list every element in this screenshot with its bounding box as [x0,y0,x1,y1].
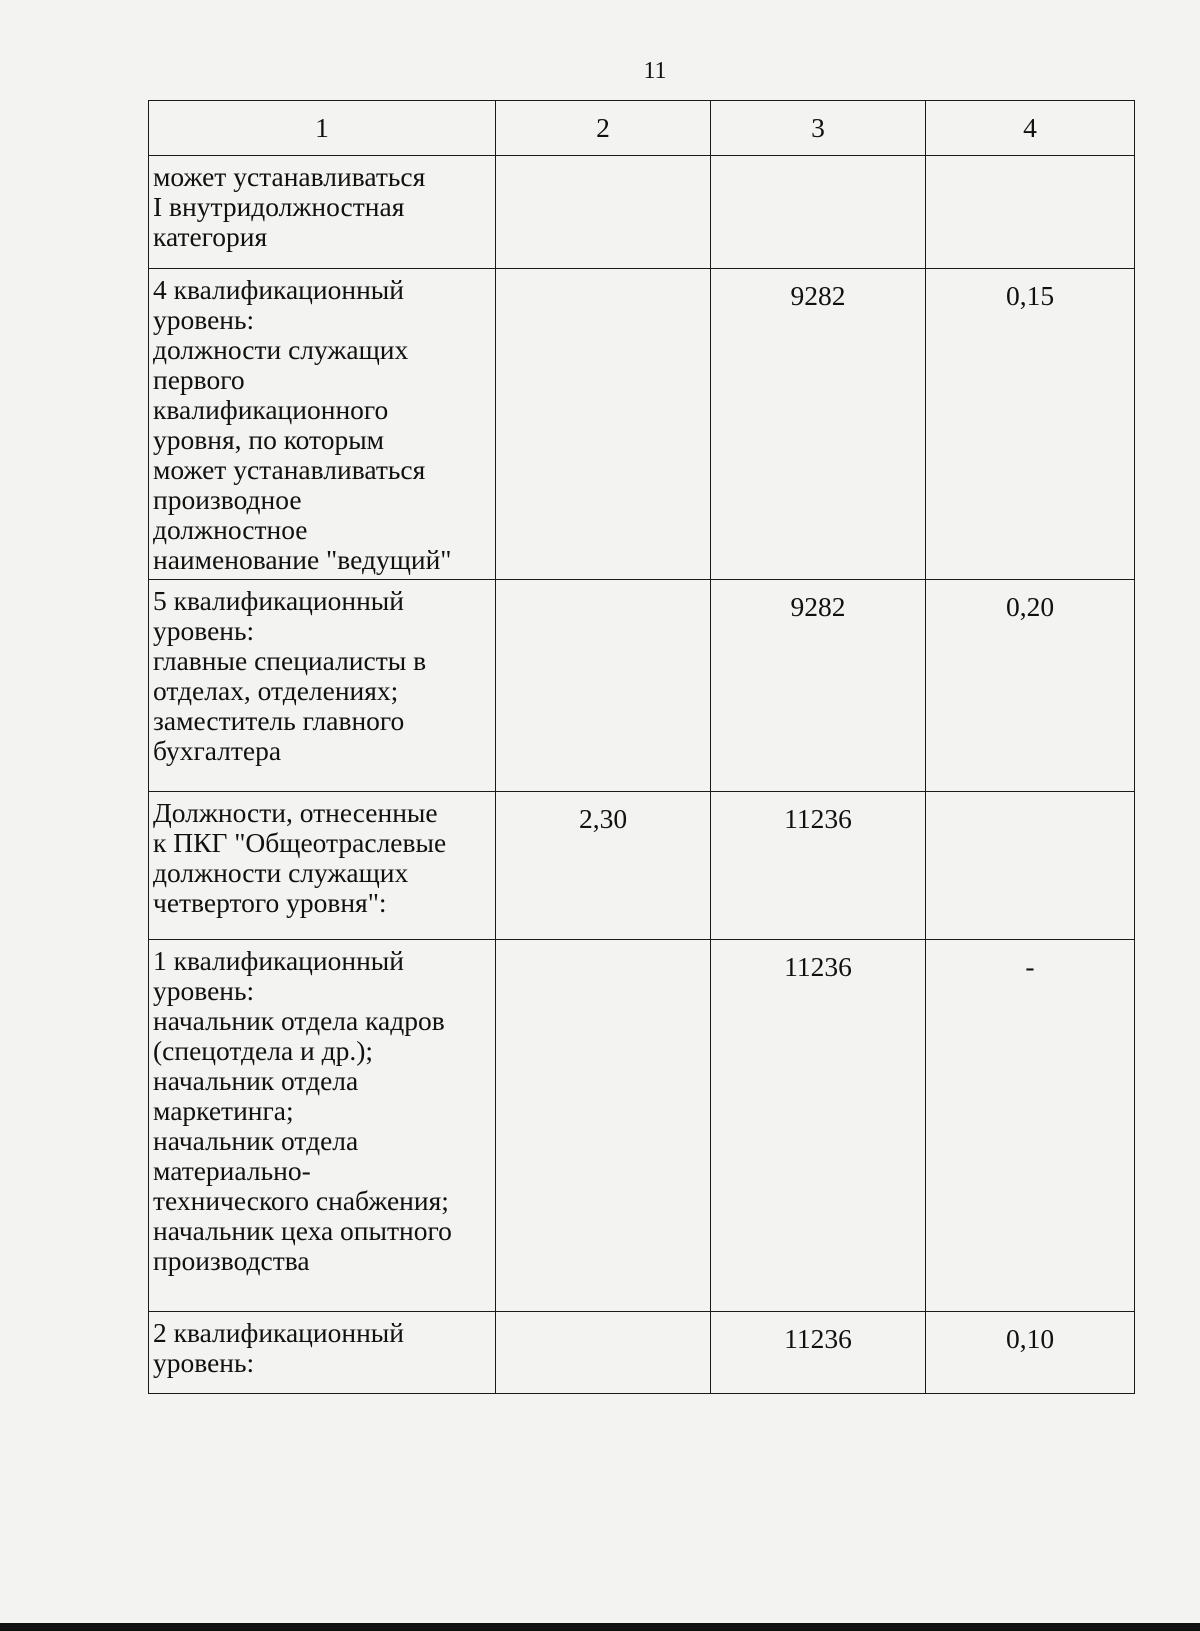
header-cell-4: 4 [926,101,1135,156]
description-line: материально- [153,1155,311,1186]
position-description-cell [149,940,496,1312]
description-line: начальник отдела кадров [153,1005,445,1036]
description-line: может устанавливаться [153,161,426,192]
description-line: должностное [153,514,308,545]
description-line: уровень: [153,615,255,646]
coefficient-cell [496,269,711,580]
coefficient-cell [496,156,711,269]
description-line: категория [153,221,268,252]
salary-cell: 9282 [711,580,926,792]
coefficient-cell [496,580,711,792]
description-line: производное [153,484,302,515]
coefficient-cell [496,1312,711,1394]
increase-coefficient-cell: 0,15 [926,269,1135,580]
description-line: бухгалтера [153,735,282,766]
description-line: 4 квалификационный [153,274,404,305]
salary-cell: 11236 [711,792,926,940]
description-line: уровень: [153,1347,255,1378]
position-description-cell [149,1312,496,1394]
table-header-row [149,101,1135,156]
description-line: должности служащих [153,857,409,888]
page-number: 11 [643,58,667,84]
description-line: начальник отдела [153,1125,359,1156]
table-row [149,792,1135,940]
table-row [149,156,1135,269]
description-line: маркетинга; [153,1095,294,1126]
increase-coefficient-cell: 0,10 [926,1312,1135,1394]
coefficient-cell [496,940,711,1312]
header-cell-2: 2 [496,101,711,156]
description-line: производства [153,1245,310,1276]
increase-coefficient-cell: - [926,940,1135,1312]
description-line: главные специалисты в [153,645,427,676]
salary-cell: 9282 [711,269,926,580]
table-row [149,1312,1135,1394]
description-line: уровень: [153,304,255,335]
salary-cell [711,156,926,269]
table-row [149,580,1135,792]
salary-cell: 11236 [711,940,926,1312]
increase-coefficient-cell [926,792,1135,940]
salary-table [148,100,1135,1394]
position-description-cell [149,156,496,269]
description-line: отделах, отделениях; [153,675,399,706]
table-row [149,940,1135,1312]
description-line: должности служащих [153,334,409,365]
position-description-cell [149,580,496,792]
description-line: технического снабжения; [153,1185,449,1216]
description-line: 2 квалификационный [153,1317,404,1348]
header-cell-1: 1 [149,101,496,156]
description-line: (спецотдела и др.); [153,1035,374,1066]
description-line: уровень: [153,975,255,1006]
description-line: наименование "ведущий" [153,544,452,575]
position-description-cell [149,792,496,940]
increase-coefficient-cell: 0,20 [926,580,1135,792]
description-line: начальник цеха опытного [153,1215,452,1246]
description-line: к ПКГ "Общеотраслевые [153,827,447,858]
description-line: четвертого уровня": [153,887,387,918]
increase-coefficient-cell [926,156,1135,269]
position-description-cell [149,269,496,580]
coefficient-cell: 2,30 [496,792,711,940]
description-line: квалификационного [153,394,389,425]
description-line: уровня, по которым [153,424,385,455]
table-row [149,269,1135,580]
description-line: может устанавливаться [153,454,426,485]
description-line: заместитель главного [153,705,405,736]
description-line: начальник отдела [153,1065,359,1096]
description-line: 5 квалификационный [153,585,404,616]
description-line: I внутридолжностная [153,191,405,222]
header-cell-3: 3 [711,101,926,156]
description-line: 1 квалификационный [153,945,404,976]
salary-cell: 11236 [711,1312,926,1394]
description-line: первого [153,364,245,395]
description-line: Должности, отнесенные [153,797,438,828]
scan-edge [0,1623,1200,1631]
